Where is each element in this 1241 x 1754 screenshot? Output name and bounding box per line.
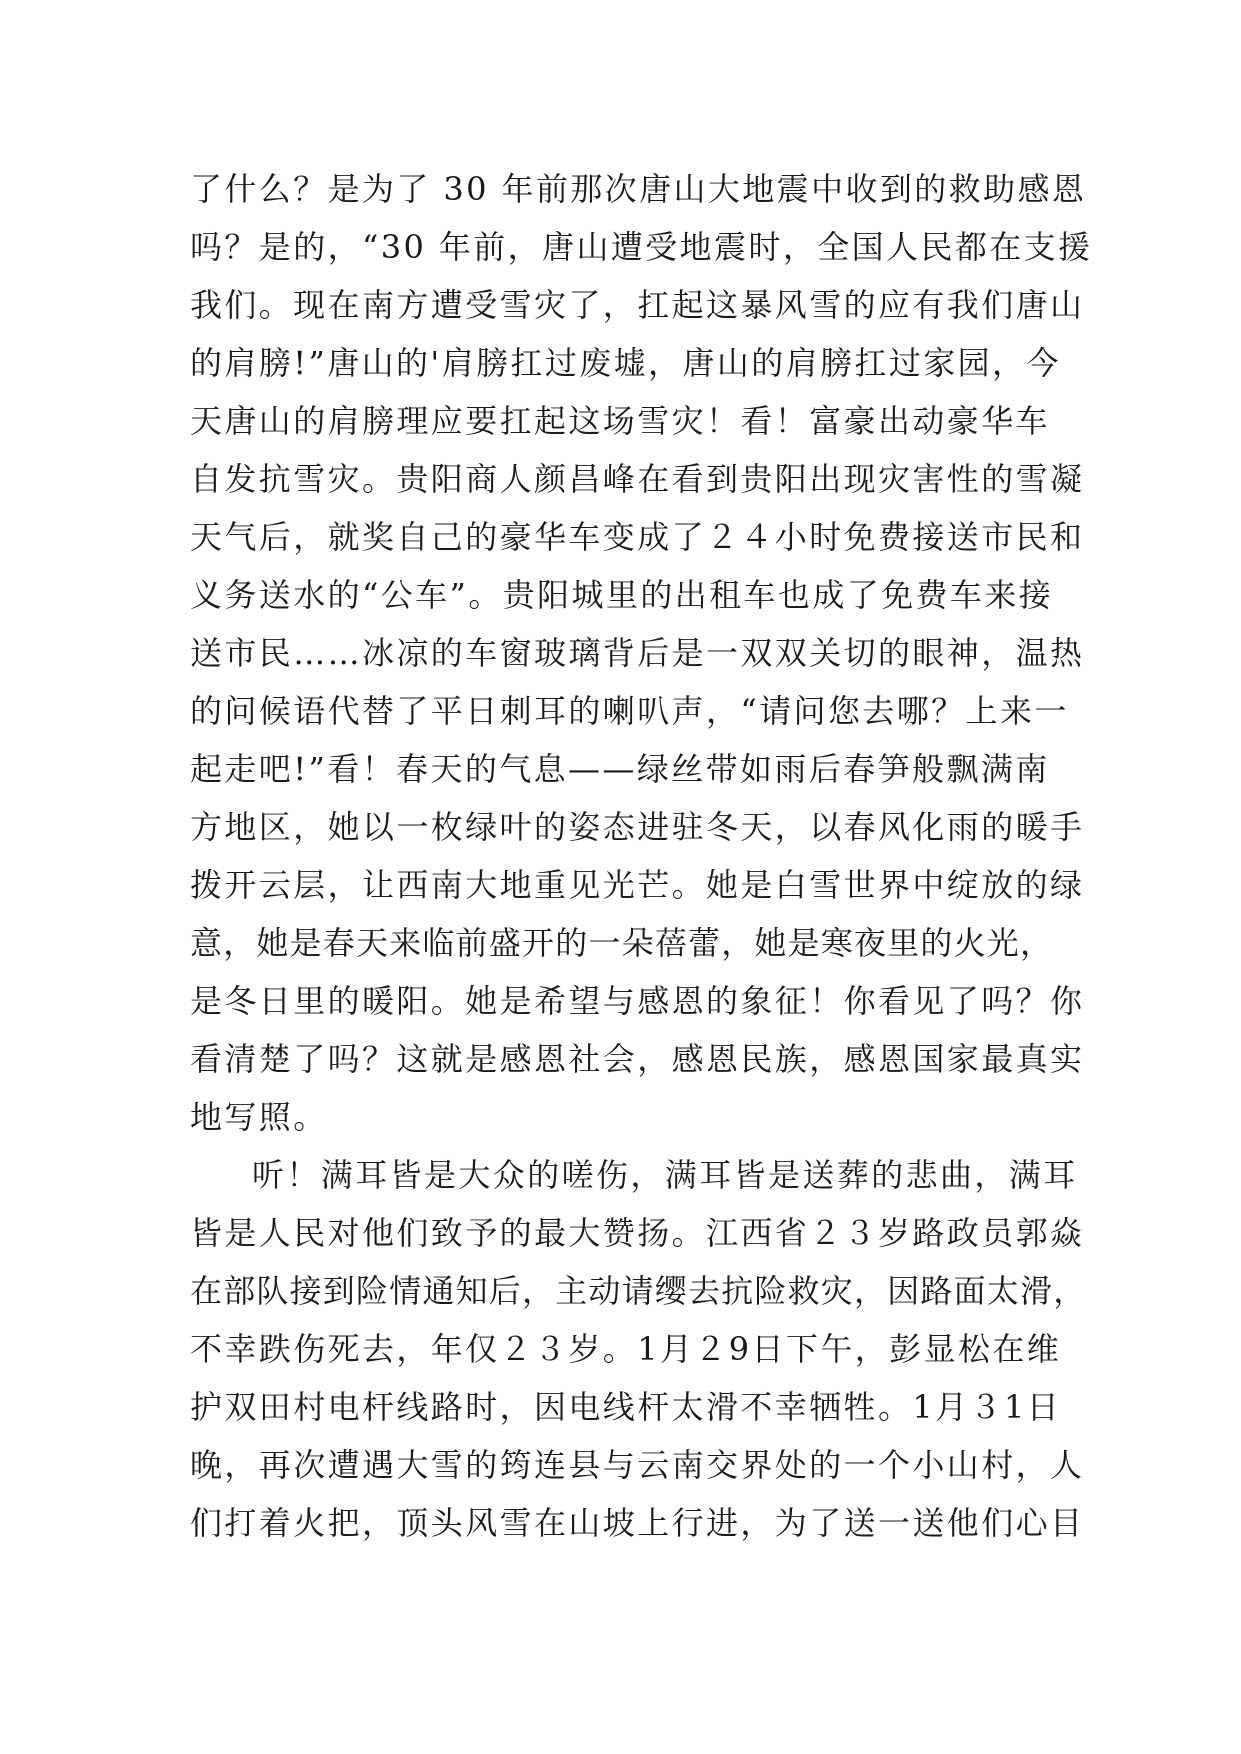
- text-line: 的问候语代替了平日刺耳的喇叭声，“请问您去哪？上来一: [190, 692, 1069, 730]
- text-line: 们打着火把，顶头风雪在山坡上行进，为了送一送他们心目: [190, 1504, 1085, 1542]
- text-line: 义务送水的“公车”。贵阳城里的出租车也成了免费车来接: [190, 576, 1054, 614]
- text-line: 拨开云层，让西南大地重见光芒。她是白雪世界中绽放的绿: [190, 866, 1085, 904]
- text-line: 了什么？是为了 30 年前那次唐山大地震中收到的救助感恩: [190, 170, 1087, 208]
- text-line: 护双田村电杆线路时，因电线杆太滑不幸牺牲。1月３1日: [190, 1388, 1062, 1426]
- text-line: 天气后，就奖自己的豪华车变成了２４小时免费接送市民和: [190, 518, 1085, 556]
- text-line: 起走吧!”看！春天的气息——绿丝带如雨后春笋般飘满南: [190, 750, 1050, 788]
- text-line: 送市民……冰凉的车窗玻璃背后是一双双关切的眼神，温热: [190, 634, 1085, 672]
- text-line: 听！满耳皆是大众的嗟伤，满耳皆是送葬的悲曲，满耳: [252, 1156, 1078, 1194]
- text-line: 我们。现在南方遭受雪灾了，扛起这暴风雪的应有我们唐山: [190, 286, 1085, 324]
- text-line: 吗？是的，“30 年前，唐山遭受地震时，全国人民都在支援: [190, 228, 1093, 266]
- text-line: 的肩膀!”唐山的'肩膀扛过废墟，唐山的肩膀扛过家园，今: [190, 344, 1061, 382]
- text-line: 皆是人民对他们致予的最大赞扬。江西省２３岁路政员郭焱: [190, 1214, 1085, 1252]
- text-line: 方地区，她以一枚绿叶的姿态进驻冬天，以春风化雨的暖手: [190, 808, 1085, 846]
- text-line: 看清楚了吗？这就是感恩社会，感恩民族，感恩国家最真实: [190, 1040, 1085, 1078]
- paragraph-1: [190, 160, 1093, 1146]
- text-line: 不幸跌伤死去，年仅２３岁。1月２9日下午，彭显松在维: [190, 1330, 1062, 1368]
- document-body: [190, 160, 1093, 1552]
- text-line: 天唐山的肩膀理应要扛起这场雪灾！看！富豪出动豪华车: [190, 402, 1051, 440]
- text-line: 在部队接到险情通知后，主动请缨去抗险救灾，因路面太滑，: [190, 1272, 1087, 1310]
- text-line: 是冬日里的暖阳。她是希望与感恩的象征！你看见了吗？你: [190, 982, 1085, 1020]
- paragraph-2: [190, 1146, 1087, 1552]
- text-line: 地写照。: [190, 1098, 328, 1136]
- text-line: 意，她是春天来临前盛开的一朵蓓蕾，她是寒夜里的火光，: [190, 924, 1054, 962]
- text-line: 晚，再次遭遇大雪的筠连县与云南交界处的一个小山村，人: [190, 1446, 1085, 1484]
- text-line: 自发抗雪灾。贵阳商人颜昌峰在看到贵阳出现灾害性的雪凝: [190, 460, 1085, 498]
